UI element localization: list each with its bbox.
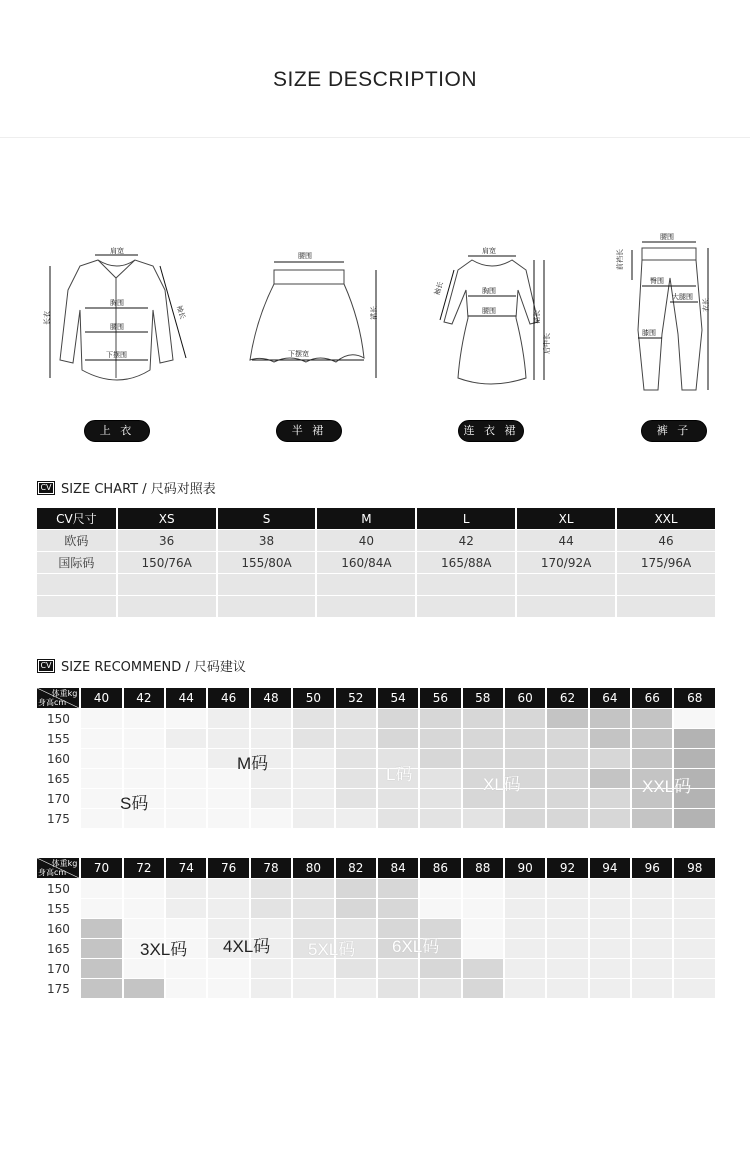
size-cell bbox=[547, 749, 587, 768]
svg-text:胸围: 胸围 bbox=[482, 287, 496, 295]
size-cell bbox=[547, 939, 587, 958]
weight-header: 78 bbox=[251, 858, 291, 878]
size-cell bbox=[336, 729, 376, 748]
size-label-5xl: 5XL码 bbox=[308, 940, 356, 959]
size-cell bbox=[674, 959, 715, 978]
height-label: 155 bbox=[37, 729, 79, 748]
size-chart-table bbox=[35, 507, 717, 618]
size-cell bbox=[590, 919, 630, 938]
svg-text:肩宽: 肩宽 bbox=[482, 247, 496, 255]
weight-header: 82 bbox=[336, 858, 376, 878]
size-cell bbox=[463, 959, 503, 978]
size-cell bbox=[632, 899, 672, 918]
size-cell bbox=[590, 879, 630, 898]
size-cell bbox=[590, 939, 630, 958]
size-cell bbox=[293, 729, 333, 748]
weight-header: 62 bbox=[547, 688, 587, 708]
size-cell bbox=[590, 979, 630, 998]
label-skirt: 半 裙 bbox=[276, 420, 342, 442]
size-cell bbox=[463, 879, 503, 898]
size-cell bbox=[293, 879, 333, 898]
size-cell bbox=[81, 769, 121, 788]
size-cell bbox=[293, 789, 333, 808]
size-cell bbox=[124, 959, 164, 978]
size-cell bbox=[505, 979, 545, 998]
svg-text:衣长: 衣长 bbox=[702, 298, 710, 312]
table-corner-cell bbox=[37, 688, 79, 708]
weight-header: 60 bbox=[505, 688, 545, 708]
size-cell bbox=[505, 709, 545, 728]
size-cell bbox=[293, 749, 333, 768]
table-row bbox=[37, 919, 715, 938]
weight-header: 70 bbox=[81, 858, 121, 878]
size-cell bbox=[81, 959, 121, 978]
size-cell bbox=[463, 709, 503, 728]
cv-logo-icon: CV bbox=[37, 481, 55, 495]
svg-text:臀围: 臀围 bbox=[650, 277, 664, 285]
size-cell bbox=[336, 749, 376, 768]
size-cell bbox=[81, 749, 121, 768]
weight-header: 52 bbox=[336, 688, 376, 708]
size-cell bbox=[547, 959, 587, 978]
svg-text:大腿围: 大腿围 bbox=[672, 293, 693, 301]
svg-text:膝围: 膝围 bbox=[642, 329, 656, 337]
svg-text:袖长: 袖长 bbox=[174, 304, 187, 321]
size-cell bbox=[632, 709, 672, 728]
size-cell bbox=[505, 959, 545, 978]
svg-text:下摆宽: 下摆宽 bbox=[288, 350, 309, 358]
size-cell bbox=[674, 809, 715, 828]
divider bbox=[0, 137, 750, 138]
size-cell bbox=[632, 959, 672, 978]
dress-diagram bbox=[430, 230, 560, 390]
pants-diagram bbox=[616, 230, 720, 395]
height-label: 160 bbox=[37, 919, 79, 938]
size-cell bbox=[632, 749, 672, 768]
size-cell bbox=[378, 899, 418, 918]
table-row bbox=[37, 769, 715, 788]
size-cell bbox=[505, 749, 545, 768]
weight-header: 90 bbox=[505, 858, 545, 878]
size-cell bbox=[505, 729, 545, 748]
size-cell bbox=[420, 899, 460, 918]
table-corner-cell bbox=[37, 858, 79, 878]
weight-header: 56 bbox=[420, 688, 460, 708]
size-cell bbox=[463, 939, 503, 958]
size-cell bbox=[463, 729, 503, 748]
size-cell bbox=[420, 959, 460, 978]
size-cell bbox=[590, 789, 630, 808]
size-cell bbox=[547, 919, 587, 938]
size-cell bbox=[632, 879, 672, 898]
size-cell bbox=[505, 939, 545, 958]
size-cell bbox=[590, 749, 630, 768]
weight-header: 86 bbox=[420, 858, 460, 878]
size-cell bbox=[590, 769, 630, 788]
svg-text:腰围: 腰围 bbox=[110, 323, 124, 331]
size-cell bbox=[124, 899, 164, 918]
table-header-row bbox=[37, 858, 715, 878]
size-cell bbox=[674, 879, 715, 898]
height-label: 175 bbox=[37, 809, 79, 828]
height-label: 165 bbox=[37, 769, 79, 788]
weight-header: 58 bbox=[463, 688, 503, 708]
weight-header: 94 bbox=[590, 858, 630, 878]
svg-text:胸围: 胸围 bbox=[110, 299, 124, 307]
size-cell bbox=[336, 809, 376, 828]
weight-header: 40 bbox=[81, 688, 121, 708]
size-cell bbox=[293, 979, 333, 998]
weight-header: 74 bbox=[166, 858, 206, 878]
svg-text:裙长: 裙长 bbox=[533, 310, 541, 324]
size-cell bbox=[463, 749, 503, 768]
size-cell bbox=[166, 749, 206, 768]
weight-header: 46 bbox=[208, 688, 248, 708]
size-cell bbox=[547, 729, 587, 748]
weight-header: 64 bbox=[590, 688, 630, 708]
page-title: SIZE DESCRIPTION bbox=[272, 68, 478, 91]
size-cell bbox=[166, 769, 206, 788]
size-cell bbox=[251, 959, 291, 978]
svg-text:袖长: 袖长 bbox=[433, 280, 445, 297]
corner-weight-label: 体重kg bbox=[51, 689, 78, 698]
size-label-s: S码 bbox=[120, 794, 149, 813]
size-cell bbox=[336, 769, 376, 788]
weight-header: 50 bbox=[293, 688, 333, 708]
table-row bbox=[37, 939, 715, 958]
svg-text:腰围: 腰围 bbox=[482, 307, 496, 315]
size-cell bbox=[463, 919, 503, 938]
size-cell bbox=[463, 899, 503, 918]
weight-header: 92 bbox=[547, 858, 587, 878]
size-cell bbox=[208, 809, 248, 828]
size-cell bbox=[81, 939, 121, 958]
size-cell bbox=[251, 809, 291, 828]
svg-text:长衣: 长衣 bbox=[43, 311, 51, 325]
height-label: 150 bbox=[37, 879, 79, 898]
weight-header: 84 bbox=[378, 858, 418, 878]
size-cell bbox=[463, 979, 503, 998]
size-cell bbox=[590, 709, 630, 728]
size-cell bbox=[81, 789, 121, 808]
size-label-xxl: XXL码 bbox=[642, 777, 692, 796]
size-cell bbox=[81, 879, 121, 898]
size-cell bbox=[674, 919, 715, 938]
size-cell bbox=[420, 729, 460, 748]
size-cell bbox=[293, 809, 333, 828]
size-cell bbox=[378, 789, 418, 808]
shirt-diagram bbox=[40, 230, 195, 390]
svg-text:腰围: 腰围 bbox=[660, 233, 674, 241]
size-cell bbox=[632, 809, 672, 828]
size-label-m: M码 bbox=[237, 754, 269, 773]
size-cell bbox=[505, 919, 545, 938]
size-cell bbox=[378, 979, 418, 998]
size-cell bbox=[208, 709, 248, 728]
size-cell bbox=[420, 979, 460, 998]
size-cell bbox=[166, 879, 206, 898]
weight-header: 80 bbox=[293, 858, 333, 878]
size-cell bbox=[420, 709, 460, 728]
size-cell bbox=[124, 769, 164, 788]
corner-weight-label: 体重kg bbox=[51, 859, 78, 868]
size-cell bbox=[251, 709, 291, 728]
size-cell bbox=[547, 769, 587, 788]
size-label-3xl: 3XL码 bbox=[140, 940, 188, 959]
label-dress: 连 衣 裙 bbox=[458, 420, 524, 442]
size-cell bbox=[674, 939, 715, 958]
size-cell bbox=[124, 879, 164, 898]
size-cell bbox=[251, 979, 291, 998]
size-cell bbox=[81, 809, 121, 828]
svg-text:后中长: 后中长 bbox=[543, 333, 551, 354]
size-cell bbox=[166, 709, 206, 728]
size-cell bbox=[124, 979, 164, 998]
weight-header: 72 bbox=[124, 858, 164, 878]
size-cell bbox=[674, 979, 715, 998]
size-cell bbox=[420, 749, 460, 768]
weight-header: 96 bbox=[632, 858, 672, 878]
weight-header: 76 bbox=[208, 858, 248, 878]
size-cell bbox=[81, 709, 121, 728]
size-cell bbox=[547, 899, 587, 918]
size-cell bbox=[420, 879, 460, 898]
table-row: 欧码 36 38 40 42 44 46 bbox=[37, 530, 715, 551]
size-cell bbox=[674, 709, 715, 728]
size-label-4xl: 4XL码 bbox=[223, 937, 271, 956]
size-cell bbox=[674, 729, 715, 748]
height-label: 160 bbox=[37, 749, 79, 768]
size-cell bbox=[632, 939, 672, 958]
size-cell bbox=[166, 899, 206, 918]
size-cell bbox=[336, 979, 376, 998]
size-chart-heading: CV SIZE CHART / 尺码对照表 bbox=[37, 478, 216, 497]
label-top: 上 衣 bbox=[84, 420, 150, 442]
weight-header: 42 bbox=[124, 688, 164, 708]
size-cell bbox=[124, 749, 164, 768]
svg-text:腰围: 腰围 bbox=[298, 252, 312, 260]
size-cell bbox=[505, 879, 545, 898]
svg-text:前裆长: 前裆长 bbox=[616, 249, 624, 270]
table-row bbox=[37, 879, 715, 898]
table-header-row bbox=[37, 688, 715, 708]
size-cell bbox=[81, 919, 121, 938]
table-row bbox=[37, 596, 715, 617]
svg-text:裙长: 裙长 bbox=[370, 306, 378, 320]
size-cell bbox=[674, 749, 715, 768]
size-cell bbox=[547, 979, 587, 998]
height-label: 150 bbox=[37, 709, 79, 728]
size-cell bbox=[208, 729, 248, 748]
size-recommend-heading: CV SIZE RECOMMEND / 尺码建议 bbox=[37, 656, 246, 675]
weight-header: 88 bbox=[463, 858, 503, 878]
height-label: 165 bbox=[37, 939, 79, 958]
weight-header: 68 bbox=[674, 688, 715, 708]
size-cell bbox=[81, 899, 121, 918]
size-cell bbox=[293, 709, 333, 728]
size-cell bbox=[336, 709, 376, 728]
size-cell bbox=[632, 729, 672, 748]
size-cell bbox=[293, 769, 333, 788]
size-cell bbox=[208, 959, 248, 978]
size-cell bbox=[463, 809, 503, 828]
size-cell bbox=[505, 899, 545, 918]
size-cell bbox=[547, 709, 587, 728]
table-row: 国际码 150/76A 155/80A 160/84A 165/88A 170/92A 175/96A bbox=[37, 552, 715, 573]
weight-header: 54 bbox=[378, 688, 418, 708]
size-cell bbox=[420, 809, 460, 828]
weight-header: 44 bbox=[166, 688, 206, 708]
size-cell bbox=[81, 729, 121, 748]
weight-header: 66 bbox=[632, 688, 672, 708]
size-cell bbox=[632, 919, 672, 938]
size-cell bbox=[378, 709, 418, 728]
height-label: 175 bbox=[37, 979, 79, 998]
size-cell bbox=[590, 899, 630, 918]
size-cell bbox=[293, 899, 333, 918]
height-label: 170 bbox=[37, 789, 79, 808]
table-row bbox=[37, 959, 715, 978]
size-label-l: L码 bbox=[386, 765, 413, 784]
size-recommend-table-2 bbox=[35, 857, 717, 999]
table-row bbox=[37, 729, 715, 748]
svg-text:下摆围: 下摆围 bbox=[106, 351, 127, 359]
annotation: 肩宽 bbox=[110, 247, 124, 255]
table-row bbox=[37, 749, 715, 768]
size-cell bbox=[378, 959, 418, 978]
height-label: 155 bbox=[37, 899, 79, 918]
table-row bbox=[37, 979, 715, 998]
table-row bbox=[37, 899, 715, 918]
size-cell bbox=[166, 729, 206, 748]
size-cell bbox=[208, 899, 248, 918]
size-cell bbox=[547, 809, 587, 828]
table-header-row: CV尺寸 XS S M L XL XXL bbox=[37, 508, 715, 529]
size-cell bbox=[166, 809, 206, 828]
size-cell bbox=[378, 809, 418, 828]
size-cell bbox=[208, 789, 248, 808]
size-cell bbox=[208, 879, 248, 898]
size-cell bbox=[420, 769, 460, 788]
size-cell bbox=[251, 789, 291, 808]
table-row bbox=[37, 574, 715, 595]
size-cell bbox=[124, 709, 164, 728]
weight-header: 98 bbox=[674, 858, 715, 878]
size-cell bbox=[336, 879, 376, 898]
size-cell bbox=[208, 979, 248, 998]
corner-height-label: 身高cm bbox=[38, 868, 67, 877]
size-cell bbox=[590, 729, 630, 748]
size-cell bbox=[378, 729, 418, 748]
size-cell bbox=[378, 879, 418, 898]
size-cell bbox=[251, 879, 291, 898]
size-cell bbox=[590, 959, 630, 978]
size-cell bbox=[293, 959, 333, 978]
size-cell bbox=[166, 959, 206, 978]
table-row bbox=[37, 709, 715, 728]
size-cell bbox=[590, 809, 630, 828]
size-cell bbox=[420, 789, 460, 808]
size-cell bbox=[547, 789, 587, 808]
size-cell bbox=[251, 899, 291, 918]
size-label-6xl: 6XL码 bbox=[392, 937, 440, 956]
size-label-xl: XL码 bbox=[483, 775, 521, 794]
size-cell bbox=[632, 979, 672, 998]
skirt-diagram bbox=[240, 230, 390, 390]
size-cell bbox=[336, 959, 376, 978]
size-cell bbox=[336, 789, 376, 808]
cv-logo-icon: CV bbox=[37, 659, 55, 673]
size-cell bbox=[166, 979, 206, 998]
size-cell bbox=[166, 789, 206, 808]
size-cell bbox=[674, 899, 715, 918]
size-cell bbox=[251, 729, 291, 748]
label-pants: 裤 子 bbox=[641, 420, 707, 442]
corner-height-label: 身高cm bbox=[38, 698, 67, 707]
size-cell bbox=[124, 729, 164, 748]
size-cell bbox=[505, 809, 545, 828]
size-cell bbox=[547, 879, 587, 898]
weight-header: 48 bbox=[251, 688, 291, 708]
size-cell bbox=[81, 979, 121, 998]
height-label: 170 bbox=[37, 959, 79, 978]
size-cell bbox=[336, 899, 376, 918]
